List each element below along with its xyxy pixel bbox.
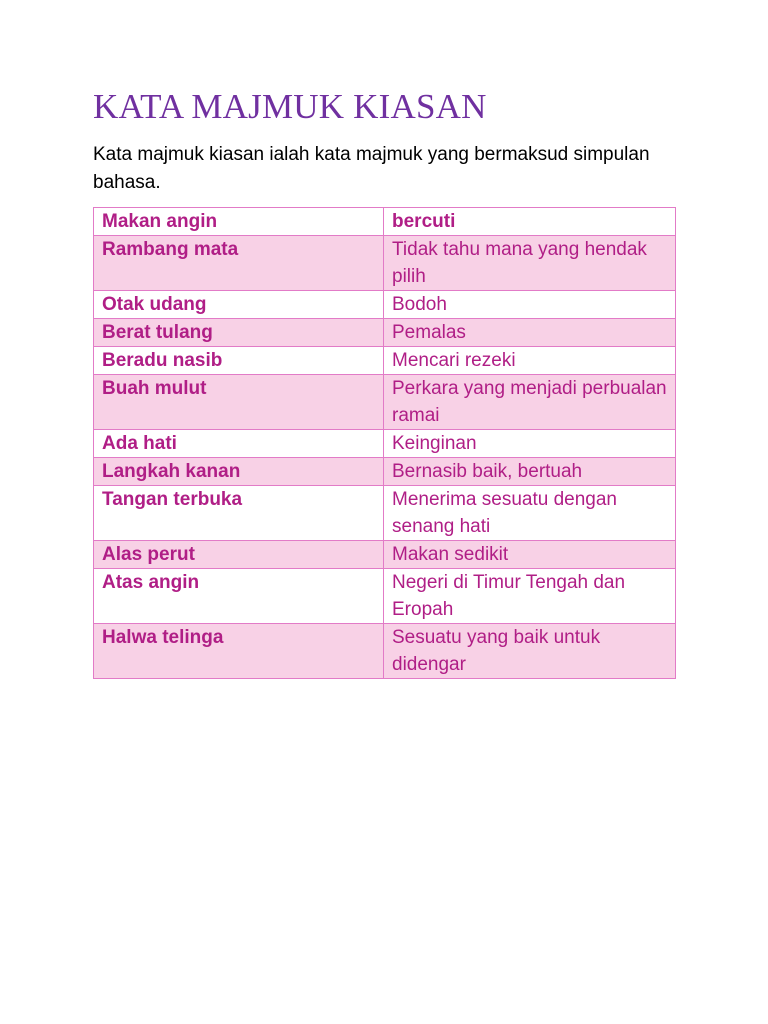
meaning-cell: Makan sedikit — [384, 541, 676, 569]
term-cell: Ada hati — [94, 430, 384, 458]
term-cell: Makan angin — [94, 208, 384, 236]
kiasan-table — [93, 207, 676, 679]
term-cell: Buah mulut — [94, 375, 384, 430]
table-row — [94, 624, 676, 679]
meaning-cell: Keinginan — [384, 430, 676, 458]
table-row — [94, 236, 676, 291]
page-title: KATA MAJMUK KIASAN — [93, 87, 487, 126]
table-row — [94, 458, 676, 486]
term-cell: Tangan terbuka — [94, 486, 384, 541]
table-row — [94, 541, 676, 569]
table-row — [94, 430, 676, 458]
meaning-cell: Perkara yang menjadi perbualan ramai — [384, 375, 676, 430]
meaning-cell: Bodoh — [384, 291, 676, 319]
term-cell: Alas perut — [94, 541, 384, 569]
meaning-cell: Negeri di Timur Tengah dan Eropah — [384, 569, 676, 624]
table-row — [94, 319, 676, 347]
intro-paragraph: Kata majmuk kiasan ialah kata majmuk yang bermaksud simpulan bahasa. — [93, 144, 650, 193]
meaning-cell: bercuti — [384, 208, 676, 236]
table-row — [94, 291, 676, 319]
term-cell: Langkah kanan — [94, 458, 384, 486]
meaning-cell: Tidak tahu mana yang hendak pilih — [384, 236, 676, 291]
meaning-cell: Sesuatu yang baik untuk didengar — [384, 624, 676, 679]
meaning-cell: Bernasib baik, bertuah — [384, 458, 676, 486]
table-row — [94, 347, 676, 375]
meaning-cell: Mencari rezeki — [384, 347, 676, 375]
term-cell: Otak udang — [94, 291, 384, 319]
term-cell: Beradu nasib — [94, 347, 384, 375]
meaning-cell: Menerima sesuatu dengan senang hati — [384, 486, 676, 541]
table-row — [94, 486, 676, 541]
term-cell: Atas angin — [94, 569, 384, 624]
meaning-cell: Pemalas — [384, 319, 676, 347]
table-row — [94, 208, 676, 236]
table-row — [94, 375, 676, 430]
term-cell: Halwa telinga — [94, 624, 384, 679]
term-cell: Berat tulang — [94, 319, 384, 347]
table-row — [94, 569, 676, 624]
term-cell: Rambang mata — [94, 236, 384, 291]
